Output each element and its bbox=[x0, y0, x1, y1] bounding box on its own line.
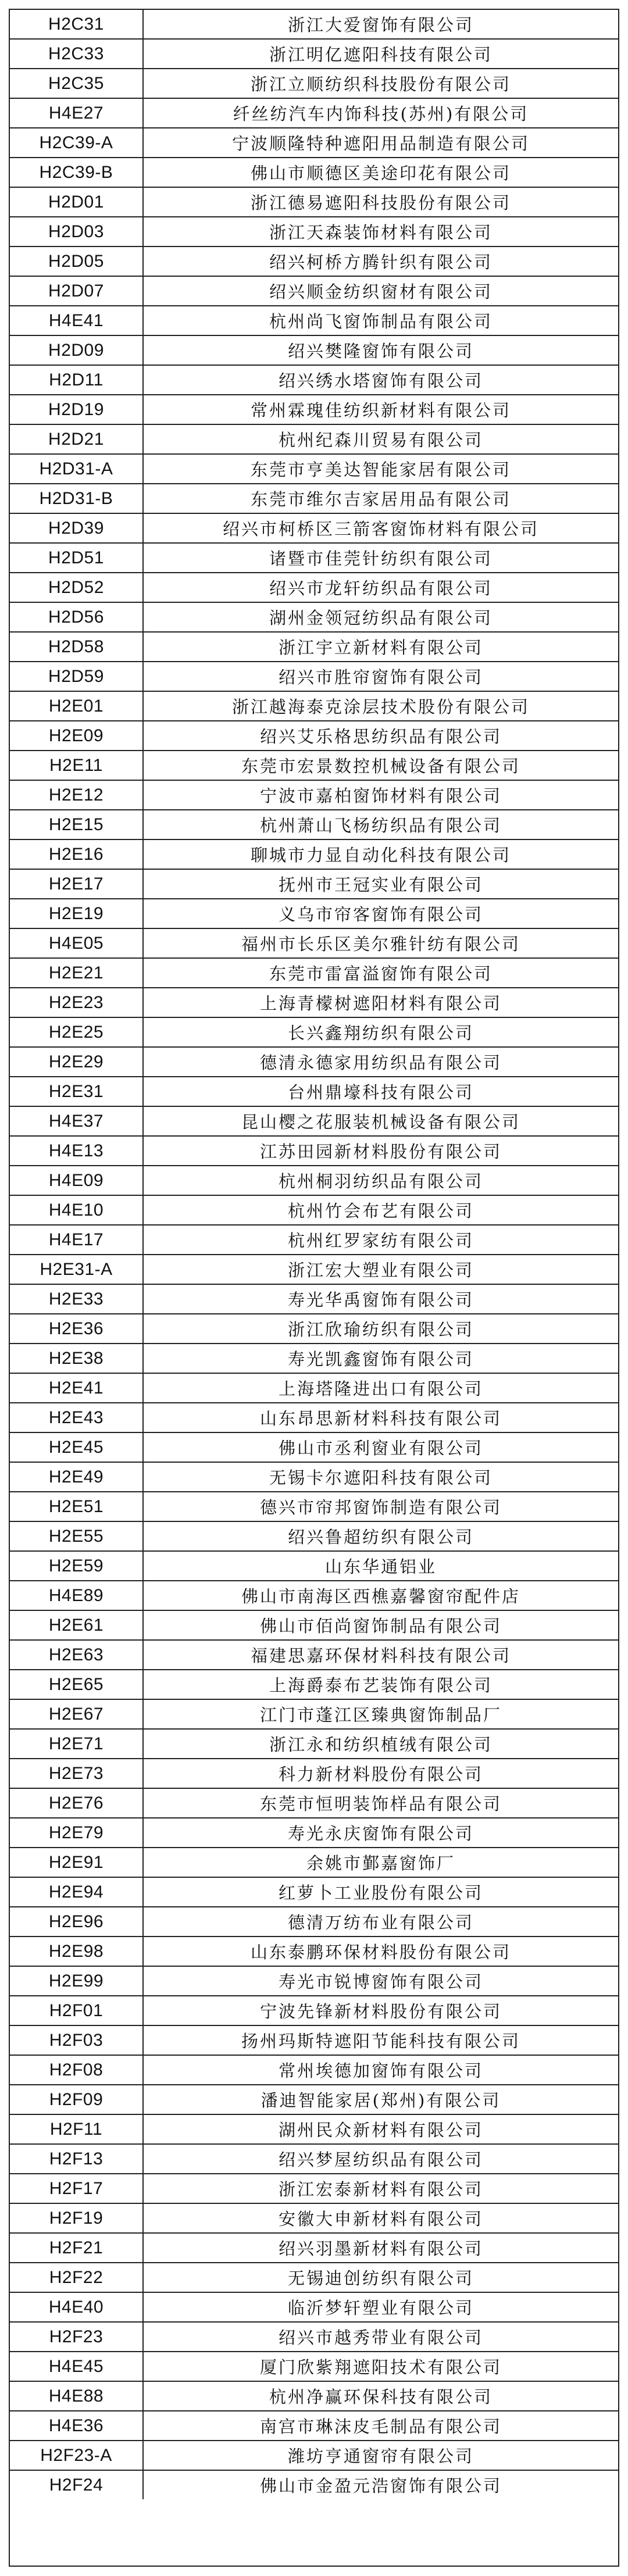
booth-code-cell: H2F19 bbox=[10, 2203, 143, 2233]
company-name-cell: 绍兴艾乐格思纺织品有限公司 bbox=[143, 721, 618, 751]
company-name-cell: 东莞市宏景数控机械设备有限公司 bbox=[143, 751, 618, 780]
booth-code-cell: H2E51 bbox=[10, 1492, 143, 1521]
table-row bbox=[10, 1462, 618, 1492]
booth-code-cell: H2E15 bbox=[10, 810, 143, 839]
company-name-cell: 江苏田园新材料股份有限公司 bbox=[143, 1136, 618, 1166]
booth-code-cell: H2E61 bbox=[10, 1610, 143, 1640]
booth-code-cell: H2E63 bbox=[10, 1640, 143, 1670]
company-name-cell: 浙江立顺纺织科技股份有限公司 bbox=[143, 69, 618, 98]
booth-code-cell: H2C39-B bbox=[10, 158, 143, 187]
booth-code-cell: H2D11 bbox=[10, 365, 143, 395]
company-name-cell: 安徽大申新材料有限公司 bbox=[143, 2203, 618, 2233]
booth-code-cell: H2E01 bbox=[10, 691, 143, 721]
booth-code-cell: H2E31 bbox=[10, 1077, 143, 1106]
company-name-cell: 昆山樱之花服装机械设备有限公司 bbox=[143, 1106, 618, 1136]
table-row bbox=[10, 2381, 618, 2411]
booth-code-cell: H2F23 bbox=[10, 2322, 143, 2352]
company-name-cell: 东莞市恒明装饰样品有限公司 bbox=[143, 1788, 618, 1818]
booth-code-cell: H2D09 bbox=[10, 335, 143, 365]
booth-code-cell: H4E09 bbox=[10, 1166, 143, 1195]
company-name-cell: 浙江宏大塑业有限公司 bbox=[143, 1255, 618, 1284]
company-name-cell: 佛山市金盈元浩窗饰有限公司 bbox=[143, 2470, 618, 2499]
table-row bbox=[10, 1432, 618, 1462]
table-row bbox=[10, 780, 618, 810]
booth-code-cell: H2F22 bbox=[10, 2263, 143, 2292]
table-row bbox=[10, 2352, 618, 2381]
company-name-cell: 厦门欣紫翔遮阳技术有限公司 bbox=[143, 2352, 618, 2381]
table-row bbox=[10, 2441, 618, 2470]
booth-code-cell: H4E27 bbox=[10, 98, 143, 128]
table-row bbox=[10, 958, 618, 988]
booth-code-cell: H2D31-B bbox=[10, 484, 143, 513]
booth-code-cell: H2F23-A bbox=[10, 2441, 143, 2470]
company-name-cell: 德兴市帘邦窗饰制造有限公司 bbox=[143, 1492, 618, 1521]
company-name-cell: 东莞市维尔吉家居用品有限公司 bbox=[143, 484, 618, 513]
booth-code-cell: H2E31-A bbox=[10, 1255, 143, 1284]
booth-code-cell: H4E13 bbox=[10, 1136, 143, 1166]
booth-code-cell: H2E94 bbox=[10, 1877, 143, 1907]
table-row bbox=[10, 1077, 618, 1106]
company-name-cell: 浙江永和纺织植绒有限公司 bbox=[143, 1729, 618, 1759]
table-row bbox=[10, 1937, 618, 1966]
company-name-cell: 纤丝纺汽车内饰科技(苏州)有限公司 bbox=[143, 98, 618, 128]
table-row bbox=[10, 2114, 618, 2144]
table-row bbox=[10, 454, 618, 484]
table-row bbox=[10, 1492, 618, 1521]
table-row bbox=[10, 1314, 618, 1344]
booth-code-cell: H4E17 bbox=[10, 1225, 143, 1255]
company-name-cell: 上海爵泰布艺装饰有限公司 bbox=[143, 1670, 618, 1699]
company-name-cell: 德清万纺布业有限公司 bbox=[143, 1907, 618, 1937]
booth-code-cell: H2D21 bbox=[10, 424, 143, 454]
table-row bbox=[10, 1640, 618, 1670]
table-row bbox=[10, 158, 618, 187]
company-name-cell: 绍兴绣水塔窗饰有限公司 bbox=[143, 365, 618, 395]
company-name-cell: 上海塔隆进出口有限公司 bbox=[143, 1373, 618, 1403]
table-row bbox=[10, 69, 618, 98]
booth-code-cell: H4E89 bbox=[10, 1581, 143, 1610]
company-name-cell: 无锡迪创纺织有限公司 bbox=[143, 2263, 618, 2292]
booth-code-cell: H4E40 bbox=[10, 2292, 143, 2322]
booth-code-cell: H2F03 bbox=[10, 2025, 143, 2055]
company-name-cell: 临沂梦轩塑业有限公司 bbox=[143, 2292, 618, 2322]
booth-code-cell: H2E17 bbox=[10, 869, 143, 899]
table-row bbox=[10, 869, 618, 899]
booth-code-cell: H2E67 bbox=[10, 1699, 143, 1729]
company-name-cell: 南宫市琳沫皮毛制品有限公司 bbox=[143, 2411, 618, 2441]
table-row bbox=[10, 2174, 618, 2203]
table-row bbox=[10, 1759, 618, 1788]
company-name-cell: 红萝卜工业股份有限公司 bbox=[143, 1877, 618, 1907]
booth-code-cell: H2E99 bbox=[10, 1966, 143, 1996]
company-name-cell: 杭州红罗家纺有限公司 bbox=[143, 1225, 618, 1255]
table-row bbox=[10, 662, 618, 691]
company-name-cell: 湖州金领冠纺织品有限公司 bbox=[143, 602, 618, 632]
company-name-cell: 杭州尚飞窗饰制品有限公司 bbox=[143, 306, 618, 335]
booth-code-cell: H2E65 bbox=[10, 1670, 143, 1699]
booth-code-cell: H2D01 bbox=[10, 187, 143, 217]
company-name-cell: 义乌市帘客窗饰有限公司 bbox=[143, 899, 618, 928]
booth-code-cell: H2E25 bbox=[10, 1017, 143, 1047]
table-row bbox=[10, 2470, 618, 2499]
booth-code-cell: H2F11 bbox=[10, 2114, 143, 2144]
company-name-cell: 潍坊亨通窗帘有限公司 bbox=[143, 2441, 618, 2470]
booth-code-cell: H2E73 bbox=[10, 1759, 143, 1788]
table-row bbox=[10, 988, 618, 1017]
company-name-cell: 山东华通铝业 bbox=[143, 1551, 618, 1581]
table-row bbox=[10, 1818, 618, 1848]
company-name-cell: 浙江明亿遮阳科技有限公司 bbox=[143, 39, 618, 69]
booth-code-cell: H2E09 bbox=[10, 721, 143, 751]
table-row bbox=[10, 602, 618, 632]
table-row bbox=[10, 306, 618, 335]
table-row bbox=[10, 1966, 618, 1996]
table-row bbox=[10, 1284, 618, 1314]
booth-code-cell: H2D59 bbox=[10, 662, 143, 691]
table-row bbox=[10, 1136, 618, 1166]
company-name-cell: 山东昂思新材料科技有限公司 bbox=[143, 1403, 618, 1432]
company-name-cell: 浙江大爱窗饰有限公司 bbox=[143, 10, 618, 39]
booth-code-cell: H2F01 bbox=[10, 1996, 143, 2025]
booth-code-cell: H2E16 bbox=[10, 839, 143, 869]
booth-code-cell: H2E45 bbox=[10, 1432, 143, 1462]
booth-code-cell: H2E11 bbox=[10, 751, 143, 780]
booth-code-cell: H2E12 bbox=[10, 780, 143, 810]
company-name-cell: 浙江欣瑜纺织有限公司 bbox=[143, 1314, 618, 1344]
booth-code-cell: H2D52 bbox=[10, 573, 143, 602]
booth-code-cell: H4E45 bbox=[10, 2352, 143, 2381]
table-row bbox=[10, 98, 618, 128]
table-row bbox=[10, 899, 618, 928]
booth-code-cell: H2D58 bbox=[10, 632, 143, 662]
table-row bbox=[10, 128, 618, 158]
booth-code-cell: H2E33 bbox=[10, 1284, 143, 1314]
booth-code-cell: H2C39-A bbox=[10, 128, 143, 158]
company-name-cell: 山东泰鹏环保材料股份有限公司 bbox=[143, 1937, 618, 1966]
table-row bbox=[10, 1877, 618, 1907]
table-row bbox=[10, 1848, 618, 1877]
table-row bbox=[10, 1610, 618, 1640]
company-name-cell: 台州鼎壕科技有限公司 bbox=[143, 1077, 618, 1106]
exhibitor-grid bbox=[10, 10, 618, 2499]
booth-code-cell: H2E43 bbox=[10, 1403, 143, 1432]
booth-code-cell: H2E59 bbox=[10, 1551, 143, 1581]
table-row bbox=[10, 395, 618, 424]
booth-code-cell: H2D05 bbox=[10, 246, 143, 276]
company-name-cell: 绍兴市越秀带业有限公司 bbox=[143, 2322, 618, 2352]
booth-code-cell: H2E36 bbox=[10, 1314, 143, 1344]
table-row bbox=[10, 1670, 618, 1699]
booth-code-cell: H2F09 bbox=[10, 2085, 143, 2114]
company-name-cell: 绍兴市胜帘窗饰有限公司 bbox=[143, 662, 618, 691]
company-name-cell: 常州霖瑰佳纺织新材料有限公司 bbox=[143, 395, 618, 424]
booth-code-cell: H2E91 bbox=[10, 1848, 143, 1877]
company-name-cell: 福建思嘉环保材料科技有限公司 bbox=[143, 1640, 618, 1670]
booth-code-cell: H2E79 bbox=[10, 1818, 143, 1848]
table-row bbox=[10, 424, 618, 454]
company-name-cell: 杭州萧山飞杨纺织品有限公司 bbox=[143, 810, 618, 839]
booth-code-cell: H2D51 bbox=[10, 543, 143, 573]
booth-code-cell: H2F21 bbox=[10, 2233, 143, 2263]
company-name-cell: 东莞市雷富溢窗饰有限公司 bbox=[143, 958, 618, 988]
table-row bbox=[10, 1403, 618, 1432]
table-row bbox=[10, 2263, 618, 2292]
table-row bbox=[10, 721, 618, 751]
booth-code-cell: H2E38 bbox=[10, 1344, 143, 1373]
company-name-cell: 浙江天森装饰材料有限公司 bbox=[143, 217, 618, 246]
table-row bbox=[10, 573, 618, 602]
company-name-cell: 德清永德家用纺织品有限公司 bbox=[143, 1047, 618, 1077]
table-row bbox=[10, 751, 618, 780]
table-row bbox=[10, 1907, 618, 1937]
table-row bbox=[10, 810, 618, 839]
exhibitor-table bbox=[9, 9, 619, 2567]
booth-code-cell: H4E36 bbox=[10, 2411, 143, 2441]
table-row bbox=[10, 1255, 618, 1284]
company-name-cell: 浙江越海泰克涂层技术股份有限公司 bbox=[143, 691, 618, 721]
booth-code-cell: H2D56 bbox=[10, 602, 143, 632]
company-name-cell: 余姚市鄞嘉窗饰厂 bbox=[143, 1848, 618, 1877]
company-name-cell: 绍兴鲁超纺织有限公司 bbox=[143, 1521, 618, 1551]
booth-code-cell: H2C33 bbox=[10, 39, 143, 69]
company-name-cell: 佛山市顺德区美途印花有限公司 bbox=[143, 158, 618, 187]
company-name-cell: 寿光凯鑫窗饰有限公司 bbox=[143, 1344, 618, 1373]
table-row bbox=[10, 2322, 618, 2352]
table-row bbox=[10, 484, 618, 513]
booth-code-cell: H2E49 bbox=[10, 1462, 143, 1492]
company-name-cell: 上海青檬树遮阳材料有限公司 bbox=[143, 988, 618, 1017]
table-row bbox=[10, 335, 618, 365]
booth-code-cell: H2E96 bbox=[10, 1907, 143, 1937]
company-name-cell: 绍兴柯桥方腾针织有限公司 bbox=[143, 246, 618, 276]
booth-code-cell: H2E29 bbox=[10, 1047, 143, 1077]
company-name-cell: 杭州净赢环保科技有限公司 bbox=[143, 2381, 618, 2411]
table-row bbox=[10, 217, 618, 246]
table-row bbox=[10, 2411, 618, 2441]
table-row bbox=[10, 2085, 618, 2114]
booth-code-cell: H2E55 bbox=[10, 1521, 143, 1551]
table-row bbox=[10, 10, 618, 39]
table-row bbox=[10, 2233, 618, 2263]
booth-code-cell: H2F24 bbox=[10, 2470, 143, 2499]
table-row bbox=[10, 276, 618, 306]
booth-code-cell: H2F17 bbox=[10, 2174, 143, 2203]
table-row bbox=[10, 1551, 618, 1581]
table-row bbox=[10, 246, 618, 276]
company-name-cell: 长兴鑫翔纺织有限公司 bbox=[143, 1017, 618, 1047]
booth-code-cell: H2E23 bbox=[10, 988, 143, 1017]
booth-code-cell: H2D39 bbox=[10, 513, 143, 543]
booth-code-cell: H4E05 bbox=[10, 928, 143, 958]
table-row bbox=[10, 1017, 618, 1047]
company-name-cell: 湖州民众新材料有限公司 bbox=[143, 2114, 618, 2144]
booth-code-cell: H2F13 bbox=[10, 2144, 143, 2174]
table-row bbox=[10, 39, 618, 69]
booth-code-cell: H2D31-A bbox=[10, 454, 143, 484]
company-name-cell: 杭州纪森川贸易有限公司 bbox=[143, 424, 618, 454]
company-name-cell: 佛山市丞利窗业有限公司 bbox=[143, 1432, 618, 1462]
company-name-cell: 杭州竹会布艺有限公司 bbox=[143, 1195, 618, 1225]
table-row bbox=[10, 2055, 618, 2085]
booth-code-cell: H2C31 bbox=[10, 10, 143, 39]
table-row bbox=[10, 1729, 618, 1759]
company-name-cell: 绍兴顺金纺织窗材有限公司 bbox=[143, 276, 618, 306]
company-name-cell: 绍兴樊隆窗饰有限公司 bbox=[143, 335, 618, 365]
booth-code-cell: H2E98 bbox=[10, 1937, 143, 1966]
company-name-cell: 宁波先锋新材料股份有限公司 bbox=[143, 1996, 618, 2025]
table-row bbox=[10, 1344, 618, 1373]
company-name-cell: 宁波市嘉柏窗饰材料有限公司 bbox=[143, 780, 618, 810]
booth-code-cell: H2D03 bbox=[10, 217, 143, 246]
booth-code-cell: H2F08 bbox=[10, 2055, 143, 2085]
company-name-cell: 常州埃德加窗饰有限公司 bbox=[143, 2055, 618, 2085]
booth-code-cell: H2C35 bbox=[10, 69, 143, 98]
company-name-cell: 扬州玛斯特遮阳节能科技有限公司 bbox=[143, 2025, 618, 2055]
table-row bbox=[10, 1047, 618, 1077]
table-row bbox=[10, 2144, 618, 2174]
company-name-cell: 寿光永庆窗饰有限公司 bbox=[143, 1818, 618, 1848]
company-name-cell: 浙江德易遮阳科技股份有限公司 bbox=[143, 187, 618, 217]
company-name-cell: 诸暨市佳莞针纺织有限公司 bbox=[143, 543, 618, 573]
table-row bbox=[10, 2292, 618, 2322]
booth-code-cell: H2E71 bbox=[10, 1729, 143, 1759]
table-row bbox=[10, 1225, 618, 1255]
booth-code-cell: H2E76 bbox=[10, 1788, 143, 1818]
company-name-cell: 福州市长乐区美尔雅针纺有限公司 bbox=[143, 928, 618, 958]
company-name-cell: 绍兴梦屋纺织品有限公司 bbox=[143, 2144, 618, 2174]
booth-code-cell: H2D19 bbox=[10, 395, 143, 424]
company-name-cell: 无锡卡尔遮阳科技有限公司 bbox=[143, 1462, 618, 1492]
exhibitor-rows bbox=[10, 10, 618, 2499]
table-row bbox=[10, 1699, 618, 1729]
company-name-cell: 绍兴羽墨新材料有限公司 bbox=[143, 2233, 618, 2263]
booth-code-cell: H4E10 bbox=[10, 1195, 143, 1225]
table-row bbox=[10, 1373, 618, 1403]
table-row bbox=[10, 1106, 618, 1136]
company-name-cell: 浙江宏泰新材料有限公司 bbox=[143, 2174, 618, 2203]
company-name-cell: 抚州市王冠实业有限公司 bbox=[143, 869, 618, 899]
table-row bbox=[10, 1996, 618, 2025]
booth-code-cell: H2E41 bbox=[10, 1373, 143, 1403]
company-name-cell: 寿光市锐博窗饰有限公司 bbox=[143, 1966, 618, 1996]
company-name-cell: 宁波顺隆特种遮阳用品制造有限公司 bbox=[143, 128, 618, 158]
company-name-cell: 科力新材料股份有限公司 bbox=[143, 1759, 618, 1788]
company-name-cell: 潘迪智能家居(郑州)有限公司 bbox=[143, 2085, 618, 2114]
table-row bbox=[10, 1581, 618, 1610]
table-row bbox=[10, 1166, 618, 1195]
table-row bbox=[10, 2025, 618, 2055]
table-row bbox=[10, 2203, 618, 2233]
table-row bbox=[10, 365, 618, 395]
table-row bbox=[10, 928, 618, 958]
booth-code-cell: H4E41 bbox=[10, 306, 143, 335]
table-row bbox=[10, 1788, 618, 1818]
company-name-cell: 杭州桐羽纺织品有限公司 bbox=[143, 1166, 618, 1195]
booth-code-cell: H2E19 bbox=[10, 899, 143, 928]
booth-code-cell: H4E37 bbox=[10, 1106, 143, 1136]
company-name-cell: 佛山市南海区西樵嘉馨窗帘配件店 bbox=[143, 1581, 618, 1610]
table-row bbox=[10, 513, 618, 543]
table-row bbox=[10, 839, 618, 869]
table-row bbox=[10, 1521, 618, 1551]
table-row bbox=[10, 543, 618, 573]
table-row bbox=[10, 691, 618, 721]
table-row bbox=[10, 632, 618, 662]
booth-code-cell: H4E88 bbox=[10, 2381, 143, 2411]
booth-code-cell: H2E21 bbox=[10, 958, 143, 988]
company-name-cell: 绍兴市柯桥区三箭客窗饰材料有限公司 bbox=[143, 513, 618, 543]
company-name-cell: 东莞市亨美达智能家居有限公司 bbox=[143, 454, 618, 484]
booth-code-cell: H2D07 bbox=[10, 276, 143, 306]
table-row bbox=[10, 1195, 618, 1225]
table-row bbox=[10, 187, 618, 217]
company-name-cell: 寿光华禹窗饰有限公司 bbox=[143, 1284, 618, 1314]
company-name-cell: 绍兴市龙轩纺织品有限公司 bbox=[143, 573, 618, 602]
company-name-cell: 聊城市力显自动化科技有限公司 bbox=[143, 839, 618, 869]
company-name-cell: 江门市蓬江区臻典窗饰制品厂 bbox=[143, 1699, 618, 1729]
company-name-cell: 浙江宇立新材料有限公司 bbox=[143, 632, 618, 662]
company-name-cell: 佛山市佰尚窗饰制品有限公司 bbox=[143, 1610, 618, 1640]
